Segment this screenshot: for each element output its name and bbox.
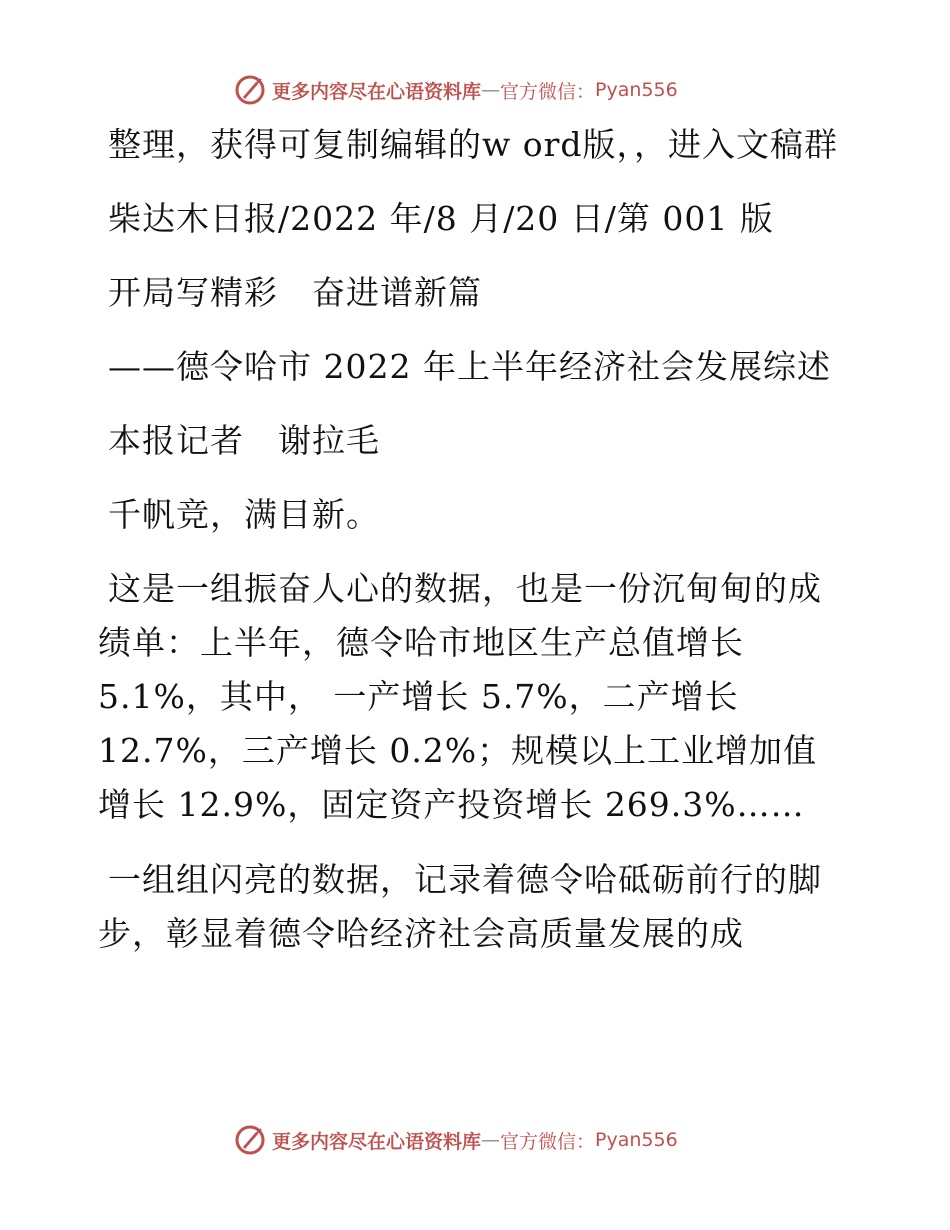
watermark-dash: — [481,79,501,101]
lead-sentence: 千帆竞，满目新。 [108,495,380,534]
publication-line: 柴达木日报/2022 年/8 月/20 日/第 001 版 [108,199,774,238]
closing-paragraph: 一组组闪亮的数据，记录着德令哈砥砺前行的脚步，彰显着德令哈经济社会高质量发展的成 [98,860,822,953]
byline: 本报记者 谢拉毛 [108,421,380,460]
watermark-main-text: 更多内容尽在心语资料库 [272,1130,482,1153]
footer-watermark [234,1122,714,1158]
article-title: 开局写精彩 奋进谱新篇 [108,273,482,312]
watermark-main-text: 更多内容尽在心语资料库 [272,80,482,103]
intro-note: 整理，获得可复制编辑的w ord版，，进入文稿群 [108,125,839,164]
watermark-dash: — [481,1129,501,1151]
watermark-official-label: 官方微信： [500,1130,596,1153]
watermark-wechat-id: Pyan556 [595,1129,678,1151]
quill-pen-circle-icon [234,74,266,106]
header-watermark [234,72,714,108]
quill-pen-circle-icon [234,1124,266,1156]
document-body [98,118,850,961]
article-subtitle: ——德令哈市 2022 年上半年经济社会发展综述 [108,347,831,386]
watermark-official-label: 官方微信： [500,80,596,103]
watermark-wechat-id: Pyan556 [595,79,678,101]
statistics-paragraph: 这是一组振奋人心的数据，也是一份沉甸甸的成绩单：上半年，德令哈市地区生产总值增长 5.1%，其中， 一产增长 5.7%，二产增长 12.7%，三产增长 0.2%；规模以上工业增加值增长 12.9%，固定资产投资增长 269.3%…… [98,569,822,824]
